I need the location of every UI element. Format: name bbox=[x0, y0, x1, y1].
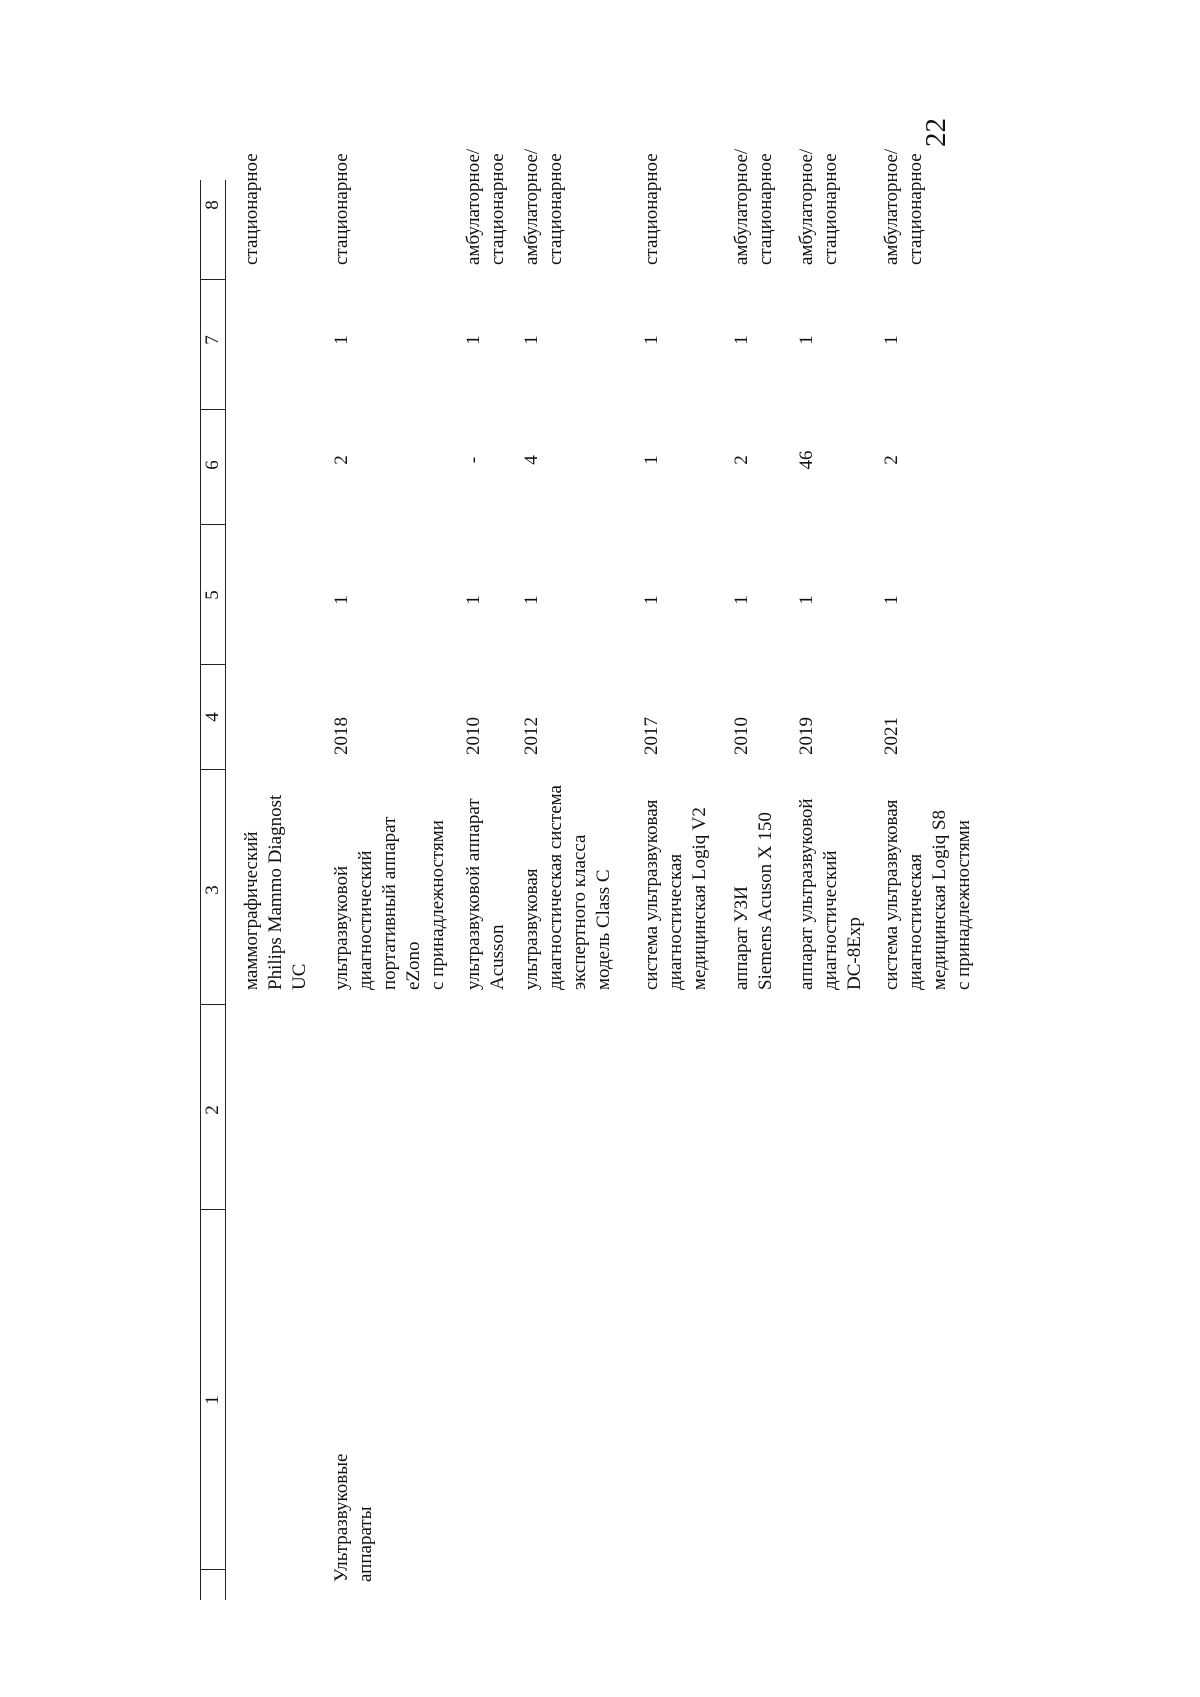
year-cell: 2010 bbox=[731, 717, 752, 755]
usage-type-cell-line: амбулаторное/ bbox=[521, 148, 542, 265]
col5-cell: 1 bbox=[796, 595, 817, 605]
header-divider bbox=[200, 279, 225, 280]
header-col-6: 6 bbox=[202, 460, 223, 470]
usage-type-cell-line: стационарное bbox=[755, 153, 776, 265]
usage-type-cell bbox=[240, 105, 264, 265]
usage-type-cell-line: амбулаторное/ bbox=[881, 148, 902, 265]
equipment-name-line: экспертного класса bbox=[569, 834, 590, 990]
usage-type-cell-line: стационарное bbox=[641, 153, 662, 265]
year-cell: 2021 bbox=[881, 717, 902, 755]
col7-cell: 1 bbox=[331, 335, 352, 345]
col6-cell: 2 bbox=[881, 455, 902, 465]
header-col-5: 5 bbox=[202, 590, 223, 600]
equipment-name bbox=[730, 770, 778, 990]
equipment-name-line: маммографический bbox=[241, 831, 262, 990]
equipment-name-line: ультразвуковой аппарат bbox=[463, 798, 484, 990]
header-col-2: 2 bbox=[202, 1105, 223, 1115]
header-divider bbox=[200, 1569, 225, 1570]
equipment-name-line: диагностический bbox=[820, 850, 841, 990]
year-cell: 2019 bbox=[796, 717, 817, 755]
equipment-name-line: аппарат ультразвуковой bbox=[796, 798, 817, 990]
col6-cell: - bbox=[463, 456, 484, 464]
year-cell: 2017 bbox=[641, 717, 662, 755]
usage-type-cell bbox=[330, 105, 354, 265]
col7-cell: 1 bbox=[641, 335, 662, 345]
col6-cell: 1 bbox=[641, 455, 662, 465]
col7-cell: 1 bbox=[796, 335, 817, 345]
equipment-name bbox=[640, 770, 712, 990]
col7-cell: 1 bbox=[463, 335, 484, 345]
equipment-name bbox=[880, 770, 976, 990]
year-cell: 2012 bbox=[521, 717, 542, 755]
header-divider bbox=[200, 1209, 225, 1210]
header-col-8: 8 bbox=[202, 200, 223, 210]
col7-cell: 1 bbox=[881, 335, 902, 345]
col5-cell: 1 bbox=[331, 595, 352, 605]
header-col-4: 4 bbox=[202, 712, 223, 722]
usage-type-cell-line: стационарное bbox=[241, 153, 262, 265]
header-col-1: 1 bbox=[202, 1395, 223, 1405]
equipment-name-line: диагностическая bbox=[665, 853, 686, 990]
header-divider bbox=[200, 664, 225, 665]
equipment-name-line: Philips Mammo Diagnost bbox=[265, 794, 286, 990]
equipment-name-line: портативный аппарат bbox=[379, 816, 400, 990]
equipment-name-line: модель Class C bbox=[593, 869, 614, 990]
equipment-name-line: система ультразвуковая bbox=[881, 799, 902, 990]
header-divider bbox=[200, 524, 225, 525]
col5-cell: 1 bbox=[731, 595, 752, 605]
usage-type-cell-line: стационарное bbox=[820, 153, 841, 265]
equipment-name-line: ультразвуковой bbox=[331, 865, 352, 990]
usage-type-cell bbox=[795, 105, 843, 265]
equipment-name bbox=[330, 770, 450, 990]
usage-type-cell-line: стационарное bbox=[905, 153, 926, 265]
equipment-name-line: UC bbox=[289, 963, 310, 990]
equipment-name-line: с принадлежностями bbox=[953, 820, 974, 990]
equipment-name-line: медицинская Logiq S8 bbox=[929, 809, 950, 990]
col6-cell: 4 bbox=[521, 455, 542, 465]
header-bottom-line bbox=[225, 180, 226, 1600]
equipment-name-line: диагностическая bbox=[905, 853, 926, 990]
col7-cell: 1 bbox=[731, 335, 752, 345]
group-label: Ультразвуковые аппараты bbox=[331, 1453, 376, 1582]
header-divider bbox=[200, 769, 225, 770]
col6-cell: 2 bbox=[331, 455, 352, 465]
equipment-name-line: DC-8Exp bbox=[844, 917, 865, 990]
col5-cell: 1 bbox=[641, 595, 662, 605]
usage-type-cell bbox=[462, 105, 510, 265]
equipment-name bbox=[462, 770, 510, 990]
col6-cell: 2 bbox=[731, 455, 752, 465]
usage-type-cell-line: амбулаторное/ bbox=[796, 148, 817, 265]
equipment-name-line: система ультразвуковая bbox=[641, 799, 662, 990]
usage-type-cell bbox=[880, 105, 928, 265]
year-cell: 2018 bbox=[331, 717, 352, 755]
usage-type-cell-line: стационарное bbox=[545, 153, 566, 265]
equipment-name-line: Acusson bbox=[487, 924, 508, 990]
col5-cell: 1 bbox=[881, 595, 902, 605]
page-number: 22 bbox=[920, 118, 952, 147]
equipment-name bbox=[520, 770, 616, 990]
equipment-name-line: Siemens Acuson X 150 bbox=[755, 812, 776, 990]
equipment-name-line: ультразвуковая bbox=[521, 868, 542, 990]
header-divider bbox=[200, 1004, 225, 1005]
year-cell: 2010 bbox=[463, 717, 484, 755]
col7-cell: 1 bbox=[521, 335, 542, 345]
col6-cell: 46 bbox=[796, 450, 817, 470]
equipment-name-line: диагностическая система bbox=[545, 785, 566, 990]
header-col-3: 3 bbox=[202, 885, 223, 895]
usage-type-cell-line: стационарное bbox=[331, 153, 352, 265]
col5-cell: 1 bbox=[521, 595, 542, 605]
rotated-table bbox=[200, 100, 1100, 1600]
usage-type-cell bbox=[730, 105, 778, 265]
equipment-name-line: медицинская Logiq V2 bbox=[689, 807, 710, 990]
equipment-name-line: аппарат УЗИ bbox=[731, 886, 752, 990]
col5-cell: 1 bbox=[463, 595, 484, 605]
usage-type-cell-line: амбулаторное/ bbox=[731, 148, 752, 265]
usage-type-cell bbox=[640, 105, 664, 265]
usage-type-cell bbox=[520, 105, 568, 265]
equipment-name-line: диагностический bbox=[355, 850, 376, 990]
equipment-name-line: eZono bbox=[403, 941, 424, 990]
header-top-line bbox=[200, 180, 201, 1600]
equipment-name-line: с принадлежностями bbox=[427, 820, 448, 990]
equipment-name bbox=[795, 770, 867, 990]
header-divider bbox=[200, 409, 225, 410]
header-col-7: 7 bbox=[202, 335, 223, 345]
usage-type-cell-line: стационарное bbox=[487, 153, 508, 265]
usage-type-cell-line: амбулаторное/ bbox=[463, 148, 484, 265]
equipment-name bbox=[240, 770, 312, 990]
